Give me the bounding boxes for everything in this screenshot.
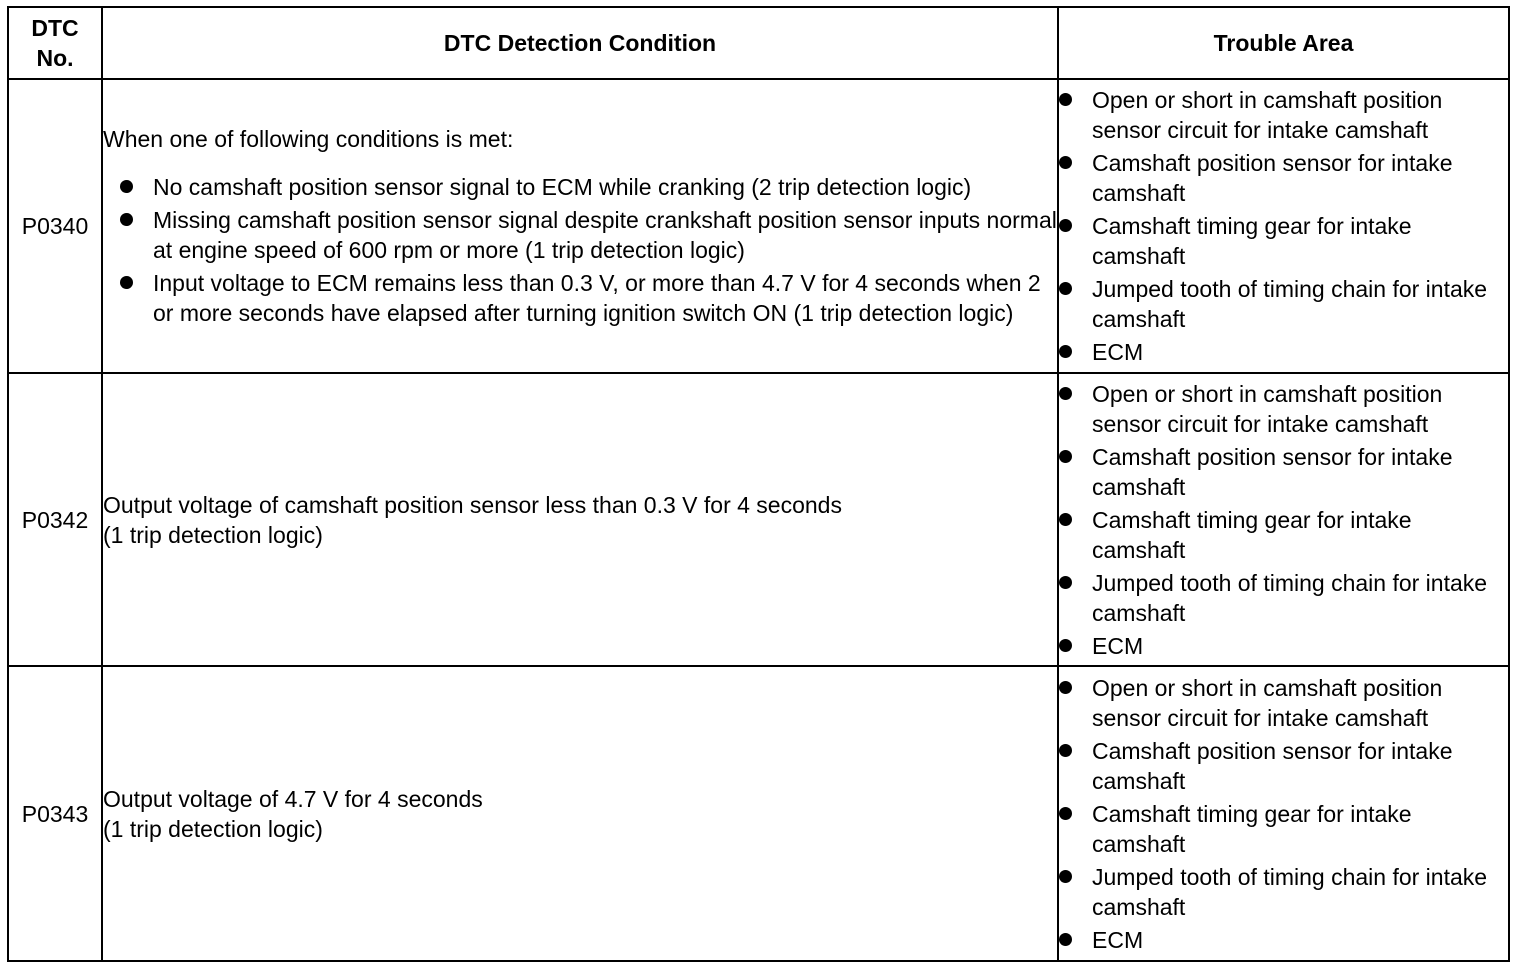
dtc-code: P0342 <box>8 373 102 666</box>
dtc-table <box>7 6 1510 962</box>
condition-text: Input voltage to ECM remains less than 0.3 V, or more than 4.7 V for 4 seconds when 2 or more seconds have elapsed after turning ignition switch ON (1 trip detection logic) <box>153 270 1041 326</box>
table-row <box>8 666 1509 961</box>
trouble-area-item <box>1059 148 1508 208</box>
trouble-area-text: ECM <box>1092 339 1144 365</box>
trouble-area-list <box>1059 379 1508 661</box>
header-row <box>8 7 1509 79</box>
trouble-area-item <box>1059 799 1508 859</box>
condition-line: (1 trip detection logic) <box>103 815 323 842</box>
bullet-icon <box>1059 93 1072 106</box>
table-row <box>8 373 1509 666</box>
detection-condition-cell <box>102 666 1058 961</box>
trouble-area-text: Camshaft timing gear for intake camshaft <box>1092 800 1412 857</box>
dtc-code: P0343 <box>8 666 102 961</box>
bullet-icon <box>1059 156 1072 169</box>
trouble-area-item <box>1059 505 1508 565</box>
bullet-icon <box>1059 282 1072 295</box>
condition-line: (1 trip detection logic) <box>103 521 323 548</box>
trouble-area-item <box>1059 211 1508 271</box>
condition-list <box>103 172 1057 328</box>
trouble-area-item <box>1059 736 1508 796</box>
trouble-area-cell <box>1058 79 1509 373</box>
bullet-icon <box>1059 870 1072 883</box>
condition-text: No camshaft position sensor signal to ECM while cranking (2 trip detection logic) <box>153 174 972 200</box>
header-detection-condition: DTC Detection Condition <box>102 7 1058 79</box>
dtc-code: P0340 <box>8 79 102 373</box>
trouble-area-text: Camshaft position sensor for intake camshaft <box>1092 150 1453 206</box>
header-dtc-no <box>8 7 102 79</box>
trouble-area-text: Open or short in camshaft position sensor circuit for intake camshaft <box>1092 674 1443 731</box>
bullet-icon <box>1059 744 1072 757</box>
bullet-icon <box>1059 807 1072 820</box>
header-dtc-no-line1: DTC <box>31 15 79 41</box>
bullet-icon <box>1059 933 1072 946</box>
trouble-area-text: Camshaft timing gear for intake camshaft <box>1092 506 1412 563</box>
trouble-area-text: ECM <box>1092 926 1144 953</box>
bullet-icon <box>1059 219 1072 232</box>
bullet-icon <box>1059 387 1072 400</box>
trouble-area-item <box>1059 442 1508 502</box>
trouble-area-text: Camshaft position sensor for intake camshaft <box>1092 443 1453 500</box>
bullet-icon <box>1059 513 1072 526</box>
condition-item <box>120 205 1057 265</box>
condition-text: Missing camshaft position sensor signal despite crankshaft position sensor inputs normal at engine speed of 600 rpm or more (1 trip detection logic) <box>153 207 1057 263</box>
detection-condition-cell <box>102 373 1058 666</box>
trouble-area-item <box>1059 85 1508 145</box>
condition-item <box>120 268 1057 328</box>
trouble-area-text: Open or short in camshaft position sensor circuit for intake camshaft <box>1092 87 1443 143</box>
trouble-area-cell <box>1058 373 1509 666</box>
trouble-area-item <box>1059 925 1508 955</box>
trouble-area-item <box>1059 862 1508 922</box>
header-dtc-no-line2: No. <box>36 45 74 71</box>
trouble-area-list <box>1059 673 1508 955</box>
condition-line: Output voltage of 4.7 V for 4 seconds <box>103 785 483 812</box>
condition-intro: When one of following conditions is met: <box>103 126 514 152</box>
trouble-area-item <box>1059 568 1508 628</box>
trouble-area-text: Jumped tooth of timing chain for intake camshaft <box>1092 569 1488 626</box>
bullet-icon <box>1059 450 1072 463</box>
trouble-area-item <box>1059 379 1508 439</box>
detection-condition-cell <box>102 79 1058 373</box>
trouble-area-item <box>1059 337 1508 367</box>
bullet-icon <box>120 180 133 193</box>
header-trouble-area: Trouble Area <box>1058 7 1509 79</box>
bullet-icon <box>1059 345 1072 358</box>
table-row <box>8 79 1509 373</box>
trouble-area-list <box>1059 85 1508 367</box>
bullet-icon <box>120 276 133 289</box>
condition-item <box>120 172 1057 202</box>
trouble-area-text: Camshaft position sensor for intake camshaft <box>1092 737 1453 794</box>
trouble-area-text: Open or short in camshaft position sensor circuit for intake camshaft <box>1092 380 1443 437</box>
trouble-area-text: Jumped tooth of timing chain for intake camshaft <box>1092 276 1488 332</box>
trouble-area-item <box>1059 673 1508 733</box>
condition-line: Output voltage of camshaft position sensor less than 0.3 V for 4 seconds <box>103 491 842 518</box>
trouble-area-text: Jumped tooth of timing chain for intake camshaft <box>1092 863 1488 920</box>
trouble-area-text: Camshaft timing gear for intake camshaft <box>1092 213 1412 269</box>
bullet-icon <box>1059 576 1072 589</box>
trouble-area-item <box>1059 631 1508 661</box>
trouble-area-item <box>1059 274 1508 334</box>
bullet-icon <box>1059 681 1072 694</box>
trouble-area-text: ECM <box>1092 632 1144 659</box>
bullet-icon <box>1059 639 1072 652</box>
bullet-icon <box>120 213 133 226</box>
trouble-area-cell <box>1058 666 1509 961</box>
